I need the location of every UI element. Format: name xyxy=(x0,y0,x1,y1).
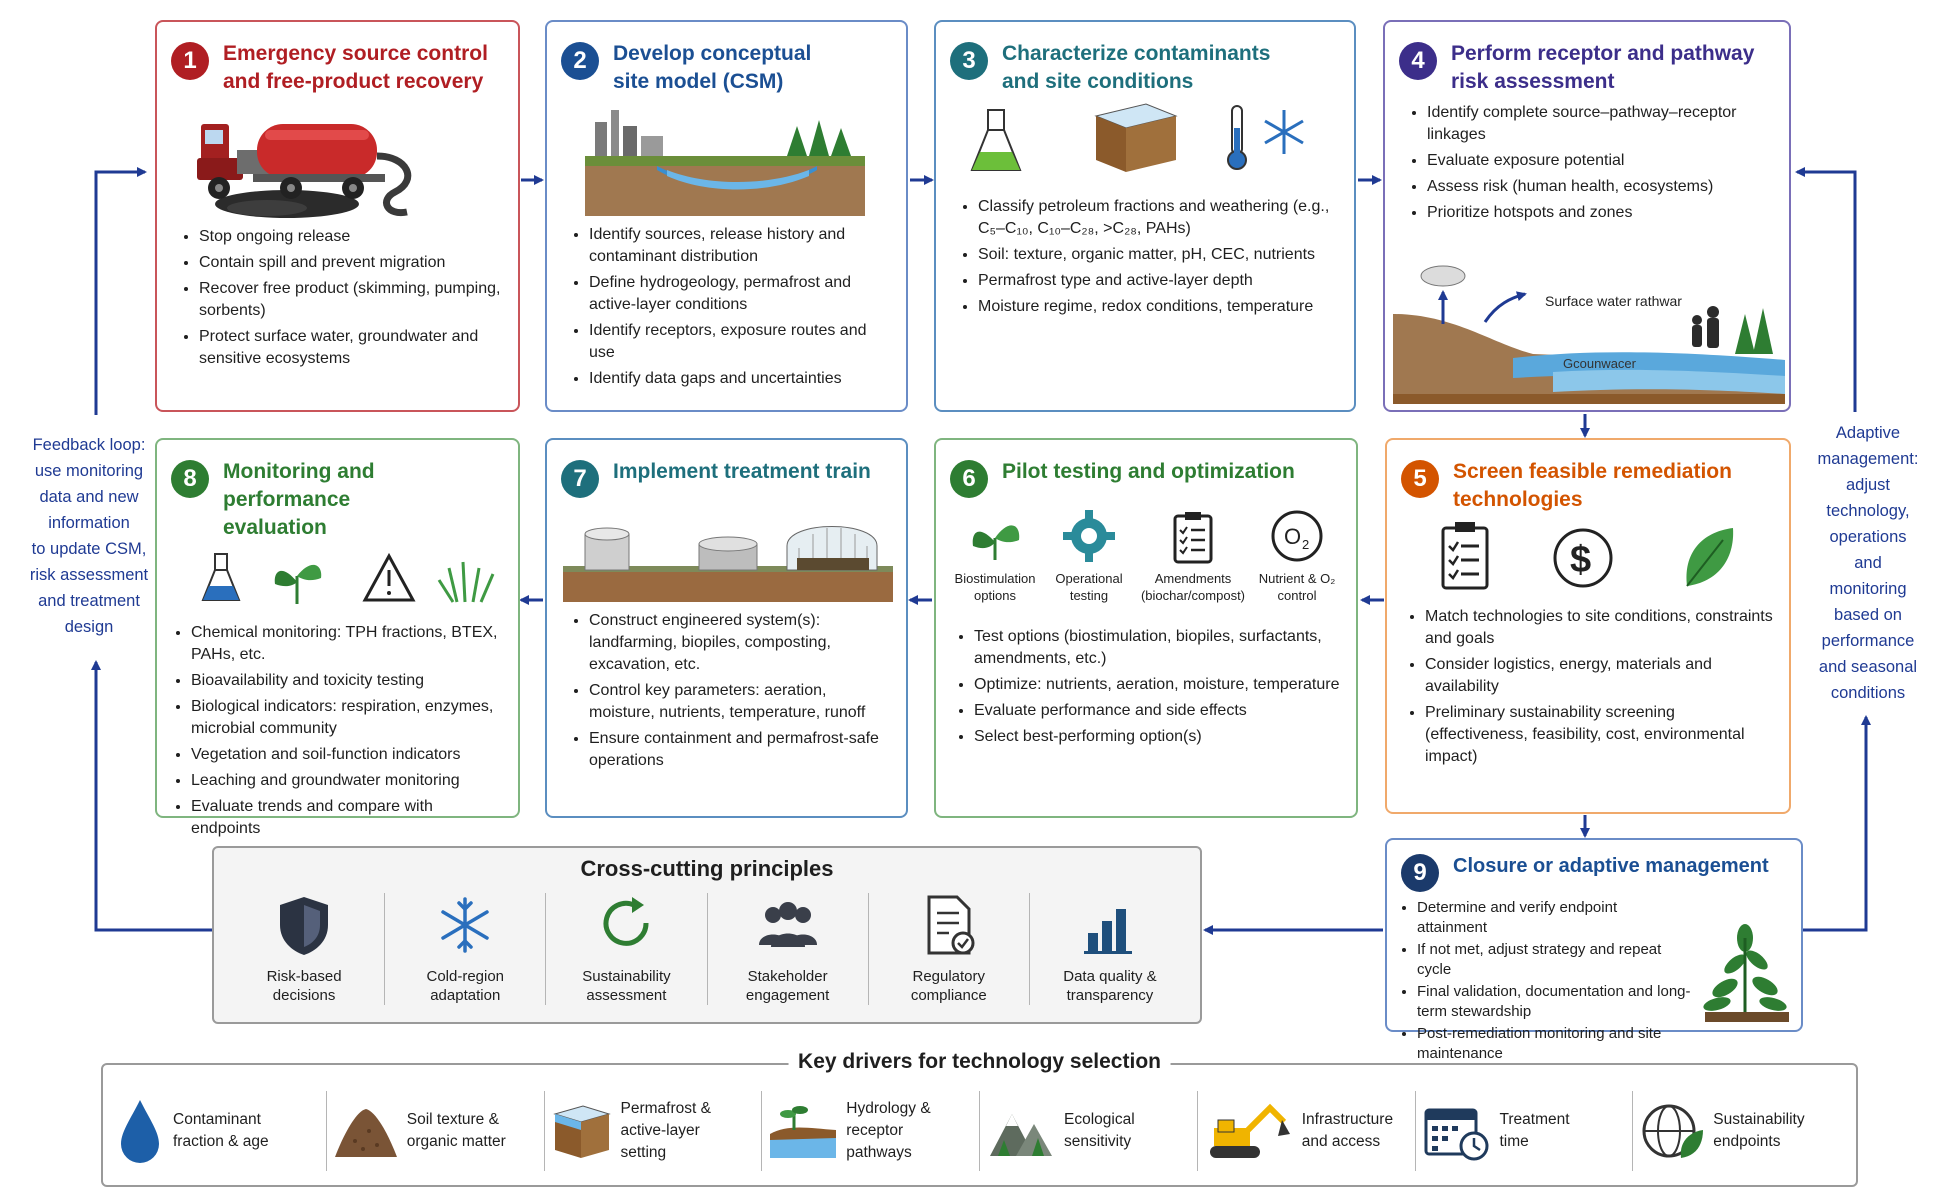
adaptive-loop-arrow-up xyxy=(1797,172,1855,412)
driver-label: Treatment xyxy=(1499,1111,1570,1128)
bullet: • Evaluate performance and side effects xyxy=(974,700,1342,722)
flask-icon xyxy=(203,554,239,600)
principle-label: Data quality & xyxy=(1063,968,1157,985)
step-4-card xyxy=(1383,20,1791,412)
option-amendments xyxy=(1138,508,1248,604)
adaptive-loop-arrow-down xyxy=(1803,717,1866,930)
bullet: • Contain spill and prevent migration xyxy=(199,252,504,274)
bullet: • Evaluate trends and compare with endpoints xyxy=(191,796,504,840)
dollar-icon xyxy=(1555,530,1611,586)
principle-item xyxy=(1030,893,1190,1005)
thermometer-icon xyxy=(1228,106,1246,169)
driver-label: organic matter xyxy=(406,1133,506,1150)
plant-illustration xyxy=(1695,916,1795,1026)
option-nutrient-o2 xyxy=(1252,508,1342,604)
mountains-icon xyxy=(986,1100,1056,1162)
document-check-icon xyxy=(919,893,979,957)
bullet: • Ensure containment and permafrost-safe operations xyxy=(589,728,892,772)
checklist-icon xyxy=(1443,522,1487,588)
driver-label: Permafrost & xyxy=(620,1100,711,1117)
cycle-icon xyxy=(596,893,656,957)
bullet: • Preliminary sustainability screening (effectiveness, feasibility, cost, environmental impact) xyxy=(1425,702,1775,768)
bullet: • Classify petroleum fractions and weathering (e.g., C₅–C₁₀, C₁₀–C₂₈, >C₂₈, PAHs) xyxy=(978,196,1340,240)
people-icon xyxy=(1692,306,1719,348)
step-5-card xyxy=(1385,438,1791,814)
exposure-pathway-illustration xyxy=(1393,254,1781,404)
calendar-clock-icon xyxy=(1422,1100,1492,1162)
step-8-card xyxy=(155,438,520,837)
bullet: • Moisture regime, redox conditions, temperature xyxy=(978,296,1340,318)
bullet: • Vegetation and soil-function indicators xyxy=(191,744,504,766)
step-7-card xyxy=(545,438,908,818)
bullet: • If not met, adjust strategy and repeat cycle xyxy=(1417,940,1691,980)
bullet: • Stop ongoing release xyxy=(199,226,504,248)
cross-cutting-principles-panel xyxy=(212,846,1202,1024)
step-title: Monitoring and performance evaluation xyxy=(223,460,375,539)
hydrology-icon xyxy=(768,1100,838,1162)
option-label: Nutrient & O₂ control xyxy=(1258,571,1336,603)
driver-label: Soil texture & xyxy=(406,1111,499,1128)
principle-item xyxy=(708,893,869,1005)
step-3-card xyxy=(934,20,1356,412)
sprout-icon xyxy=(275,565,321,604)
bullet: • Leaching and groundwater monitoring xyxy=(191,770,504,792)
bullet: • Determine and verify endpoint attainment xyxy=(1417,898,1691,938)
driver-label: and access xyxy=(1301,1133,1381,1150)
soil-pile-icon xyxy=(333,1101,399,1161)
cloud-icon xyxy=(1421,266,1465,286)
driver-item xyxy=(1198,1091,1416,1171)
driver-label: Ecological xyxy=(1064,1111,1135,1128)
principle-label: Sustainability xyxy=(582,968,671,985)
site-cross-section-illustration xyxy=(547,96,906,224)
driver-item xyxy=(762,1091,980,1171)
bullet: • Test options (biostimulation, biopiles, surfactants, amendments, etc.) xyxy=(974,626,1342,670)
principle-label: adaptation xyxy=(430,987,501,1004)
step-title: Perform receptor and pathway risk assessment xyxy=(1451,42,1755,93)
principle-label: assessment xyxy=(586,987,667,1004)
driver-label: Infrastructure xyxy=(1301,1111,1394,1128)
bullet: • Identify complete source–pathway–receptor linkages xyxy=(1427,102,1775,146)
step-title: Closure or adaptive management xyxy=(1453,855,1769,877)
bullet: • Evaluate exposure potential xyxy=(1427,150,1775,172)
step-number-badge: 4 xyxy=(1399,42,1437,80)
step-number-badge: 1 xyxy=(171,42,209,80)
gear-icon xyxy=(1061,508,1117,566)
screening-icon-row xyxy=(1387,514,1789,606)
driver-label: endpoints xyxy=(1713,1133,1781,1150)
flask-icon xyxy=(972,110,1020,170)
driver-label: Sustainability xyxy=(1713,1111,1805,1128)
bullet: • Select best-performing option(s) xyxy=(974,726,1342,748)
bullet: • Permafrost type and active-layer depth xyxy=(978,270,1340,292)
bullet: • Identify sources, release history and contaminant distribution xyxy=(589,224,892,268)
warning-icon xyxy=(365,556,413,600)
step-number-badge: 8 xyxy=(171,460,209,498)
step-title: Emergency source control and free-product recovery xyxy=(223,42,488,93)
bullet: • Prioritize hotspots and zones xyxy=(1427,202,1775,224)
feedback-loop-note: Feedback loop: use monitoring data and new information to update CSM, risk assessment and treatment design xyxy=(29,436,149,636)
option-biostimulation xyxy=(950,508,1040,604)
principle-item xyxy=(546,893,707,1005)
driver-label: receptor xyxy=(846,1122,904,1139)
step-2-card xyxy=(545,20,908,412)
drivers-title: Key drivers for technology selection xyxy=(788,1050,1171,1074)
globe-leaf-icon xyxy=(1639,1100,1705,1162)
step-title: Screen feasible remediation technologies xyxy=(1453,460,1732,511)
bullet: • Identify receptors, exposure routes and use xyxy=(589,320,892,364)
step-number-badge: 6 xyxy=(950,460,988,498)
principle-label: Cold-region xyxy=(426,968,505,985)
bullet: • Soil: texture, organic matter, pH, CEC, nutrients xyxy=(978,244,1340,266)
oxygen-icon xyxy=(1269,508,1325,566)
bullet: • Optimize: nutrients, aeration, moisture, temperature xyxy=(974,674,1342,696)
adaptive-management-note: Adaptive management: adjust technology, operations and monitoring based on performance and seasonal conditions xyxy=(1817,424,1919,702)
principle-label: Stakeholder xyxy=(747,968,828,985)
key-drivers-panel xyxy=(101,1050,1858,1187)
svg-text:O: O xyxy=(1284,524,1302,549)
step-title: Characterize contaminants and site conditions xyxy=(1002,42,1271,93)
bullet: • Bioavailability and toxicity testing xyxy=(191,670,504,692)
driver-label: sensitivity xyxy=(1064,1133,1132,1150)
principle-label: Risk-based xyxy=(266,968,342,985)
pilot-option-icons xyxy=(936,508,1356,620)
driver-item xyxy=(1416,1091,1634,1171)
driver-label: fraction & age xyxy=(173,1133,269,1150)
step-number-badge: 9 xyxy=(1401,854,1439,892)
treatment-facility-illustration xyxy=(547,498,906,610)
permafrost-block-icon xyxy=(551,1100,613,1162)
option-label: Biostimulation options xyxy=(954,571,1036,603)
step-number-badge: 3 xyxy=(950,42,988,80)
driver-label: Contaminant xyxy=(173,1111,261,1128)
driver-label: Hydrology & xyxy=(846,1100,931,1117)
bullet: • Post-remediation monitoring and site maintenance xyxy=(1417,1024,1691,1064)
step-9-card xyxy=(1385,838,1803,1062)
surface-water-label: Surface water rathwar xyxy=(1545,293,1682,309)
principle-item xyxy=(224,893,385,1005)
option-label: Amendments (biochar/compost) xyxy=(1140,571,1246,603)
driver-label: pathways xyxy=(846,1144,912,1161)
bullet: • Control key parameters: aeration, moisture, nutrients, temperature, runoff xyxy=(589,680,892,724)
principle-item xyxy=(869,893,1030,1005)
leaf-icon xyxy=(967,508,1023,566)
bar-chart-icon xyxy=(1080,893,1140,957)
bullet: • Match technologies to site conditions, constraints and goals xyxy=(1425,606,1775,650)
principle-item xyxy=(385,893,546,1005)
bullet: • Construct engineered system(s): landfarming, biopiles, composting, excavation, etc. xyxy=(589,610,892,676)
leaf-icon xyxy=(1686,528,1733,586)
principles-title: Cross-cutting principles xyxy=(580,856,834,881)
bullet: • Define hydrogeology, permafrost and active-layer conditions xyxy=(589,272,892,316)
option-operational-testing xyxy=(1044,508,1134,604)
bullet: • Recover free product (skimming, pumping, sorbents) xyxy=(199,278,504,322)
shield-icon xyxy=(274,893,334,957)
people-icon xyxy=(753,893,823,957)
step-1-card xyxy=(155,20,520,412)
step-number-badge: 7 xyxy=(561,460,599,498)
grass-icon xyxy=(439,562,493,602)
principle-label: transparency xyxy=(1066,987,1154,1004)
soil-block-icon xyxy=(1096,104,1176,172)
step-title: Develop conceptual site model (CSM) xyxy=(613,42,812,93)
step-title: Implement treatment train xyxy=(613,460,871,483)
droplet-icon xyxy=(115,1096,165,1166)
bullet: • Identify data gaps and uncertainties xyxy=(589,368,892,390)
driver-item xyxy=(1633,1091,1850,1171)
feedback-loop-arrow-up xyxy=(96,172,145,415)
step-number-badge: 5 xyxy=(1401,460,1439,498)
step-number-badge: 2 xyxy=(561,42,599,80)
driver-label: active-layer xyxy=(620,1122,700,1139)
principle-label: compliance xyxy=(910,987,987,1004)
groundwater-label: Gcounwacer xyxy=(1563,356,1636,371)
bullet: • Chemical monitoring: TPH fractions, BTEX, PAHs, etc. xyxy=(191,622,504,666)
svg-text:2: 2 xyxy=(1302,537,1310,552)
bullet: • Consider logistics, energy, materials and availability xyxy=(1425,654,1775,698)
principle-label: engagement xyxy=(745,987,830,1004)
principle-label: decisions xyxy=(272,987,336,1004)
driver-label: time xyxy=(1499,1133,1529,1150)
driver-item xyxy=(327,1091,545,1171)
step-title: Pilot testing and optimization xyxy=(1002,460,1295,483)
bullet: • Biological indicators: respiration, enzymes, microbial community xyxy=(191,696,504,740)
excavator-icon xyxy=(1204,1100,1294,1162)
snowflake-icon xyxy=(435,893,495,957)
principle-label: Regulatory xyxy=(912,968,986,985)
svg-text:$: $ xyxy=(1570,539,1592,581)
clipboard-icon xyxy=(1165,508,1221,566)
option-label: Operational testing xyxy=(1055,571,1123,603)
snowflake-icon xyxy=(1265,110,1303,154)
bullet: • Protect surface water, groundwater and sensitive ecosystems xyxy=(199,326,504,370)
contaminant-illustration-row xyxy=(936,96,1354,192)
monitoring-icon-row xyxy=(157,542,518,622)
driver-label: setting xyxy=(620,1144,667,1161)
bullet: • Final validation, documentation and long-term stewardship xyxy=(1417,982,1691,1022)
vacuum-truck-illustration xyxy=(157,96,518,222)
step-6-card xyxy=(934,438,1358,818)
bullet: • Assess risk (human health, ecosystems) xyxy=(1427,176,1775,198)
driver-item xyxy=(545,1091,763,1171)
driver-item xyxy=(109,1091,327,1171)
driver-item xyxy=(980,1091,1198,1171)
